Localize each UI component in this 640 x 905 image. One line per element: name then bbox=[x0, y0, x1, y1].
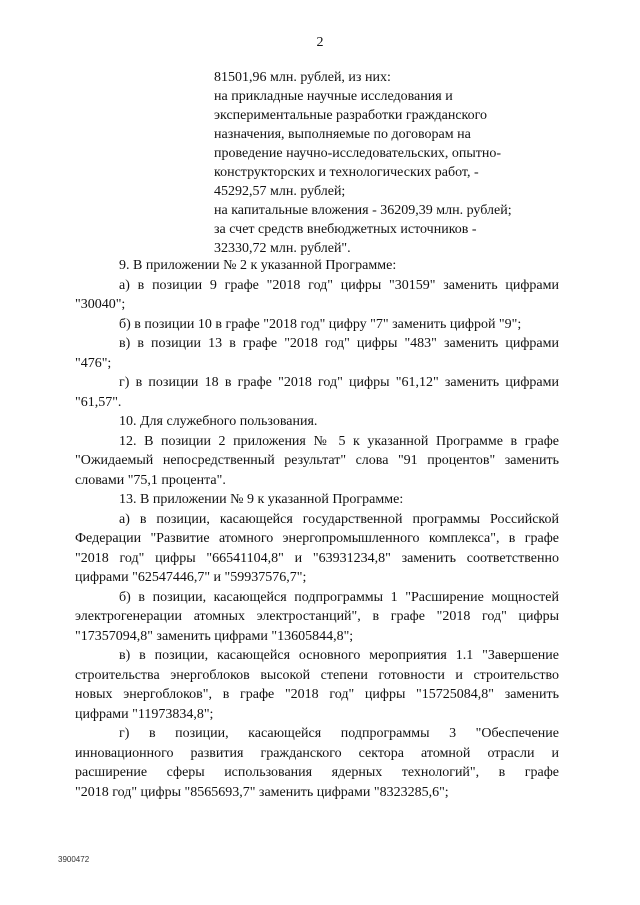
paragraph-item-12 bbox=[75, 432, 559, 491]
paragraph-line: 12. В позиции 2 приложения № 5 к указанной Программе в графе bbox=[119, 433, 559, 449]
paragraph-item-13v bbox=[75, 646, 559, 724]
paragraph-item-13 bbox=[75, 490, 559, 510]
paragraph-line: Федерации "Развитие атомного энергопромышленного комплекса", в графе bbox=[75, 531, 559, 546]
quote-line: 45292,57 млн. рублей; bbox=[214, 184, 346, 199]
paragraph-line: расширение сферы использования ядерных технологий", в графе bbox=[75, 765, 559, 780]
page-number: 2 bbox=[316, 35, 324, 50]
paragraph-line: новых энергоблоков", в графе "2018 год" цифры "15725084,8" заменить bbox=[75, 687, 559, 702]
document-code: 3900472 bbox=[58, 855, 90, 864]
quote-line: на капитальные вложения - 36209,39 млн. рублей; bbox=[214, 203, 512, 218]
paragraph-line: "2018 год" цифры "8565693,7" заменить цифрами "8323285,6"; bbox=[75, 784, 449, 800]
paragraph-item-13g bbox=[75, 724, 559, 802]
quoted-funding-block bbox=[214, 68, 544, 258]
paragraph-line: "Ожидаемый непосредственный результат" слова "91 процентов" заменить bbox=[75, 453, 559, 468]
quote-line: проведение научно-исследовательских, опытно- bbox=[214, 146, 501, 161]
paragraph-item-9a bbox=[75, 276, 559, 315]
paragraph-item-9b bbox=[75, 315, 559, 335]
paragraph-line: г) в позиции, касающейся подпрограммы 3 "Обеспечение bbox=[119, 726, 559, 741]
paragraph-line: "17357094,8" заменить цифрами "13605844,8"; bbox=[75, 628, 354, 644]
quote-line: назначения, выполняемые по договорам на bbox=[214, 127, 471, 142]
paragraph-line: словами "75,1 процента". bbox=[75, 472, 226, 488]
paragraph-item-13b bbox=[75, 588, 559, 647]
paragraph-line: цифрами "11973834,8"; bbox=[75, 706, 214, 722]
paragraph-line: "476"; bbox=[75, 355, 112, 371]
paragraph-line: б) в позиции 10 в графе "2018 год" цифру "7" заменить цифрой "9"; bbox=[119, 316, 522, 332]
paragraph-line: цифрами "62547446,7" и "59937576,7"; bbox=[75, 570, 307, 585]
paragraph-line: электрогенерации атомных электростанций", в графе "2018 год" цифры bbox=[75, 609, 559, 624]
paragraph-line: а) в позиции, касающейся государственной программы Российской bbox=[119, 511, 559, 527]
paragraph-line: "30040"; bbox=[75, 297, 126, 312]
paragraph-line: 9. В приложении № 2 к указанной Программе: bbox=[119, 258, 397, 273]
paragraph-line: г) в позиции 18 в графе "2018 год" цифры "61,12" заменить цифрами bbox=[119, 375, 559, 390]
document-body bbox=[75, 256, 559, 802]
paragraph-line: в) в позиции, касающейся основного мероприятия 1.1 "Завершение bbox=[119, 648, 559, 663]
quote-line: за счет средств внебюджетных источников - bbox=[214, 222, 477, 237]
paragraph-item-13a bbox=[75, 510, 559, 588]
paragraph-line: а) в позиции 9 графе "2018 год" цифры "30159" заменить цифрами bbox=[119, 277, 559, 293]
paragraph-line: "61,57". bbox=[75, 394, 122, 410]
quote-line: на прикладные научные исследования и bbox=[214, 89, 453, 104]
paragraph-line: инновационного развития гражданского сектора атомной отрасли и bbox=[75, 745, 559, 761]
paragraph-line: "2018 год" цифры "66541104,8" и "63931234,8" заменить соответственно bbox=[75, 550, 559, 566]
quote-line: 32330,72 млн. рублей". bbox=[214, 241, 351, 256]
quote-line: конструкторских и технологических работ, - bbox=[214, 165, 479, 180]
paragraph-item-10 bbox=[75, 412, 559, 432]
paragraph-line: в) в позиции 13 в графе "2018 год" цифры "483" заменить цифрами bbox=[119, 336, 559, 351]
quote-line: 81501,96 млн. рублей, из них: bbox=[214, 70, 391, 85]
paragraph-line: б) в позиции, касающейся подпрограммы 1 "Расширение мощностей bbox=[119, 589, 559, 605]
paragraph-line: 10. Для служебного пользования. bbox=[119, 414, 318, 429]
paragraph-item-9 bbox=[75, 256, 559, 276]
paragraph-line: строительства энергоблоков высокой степени готовности и строительство bbox=[75, 667, 559, 683]
quote-line: экспериментальные разработки гражданского bbox=[214, 108, 488, 123]
paragraph-item-9v bbox=[75, 334, 559, 373]
paragraph-line: 13. В приложении № 9 к указанной Программе: bbox=[119, 492, 404, 507]
paragraph-item-9g bbox=[75, 373, 559, 412]
